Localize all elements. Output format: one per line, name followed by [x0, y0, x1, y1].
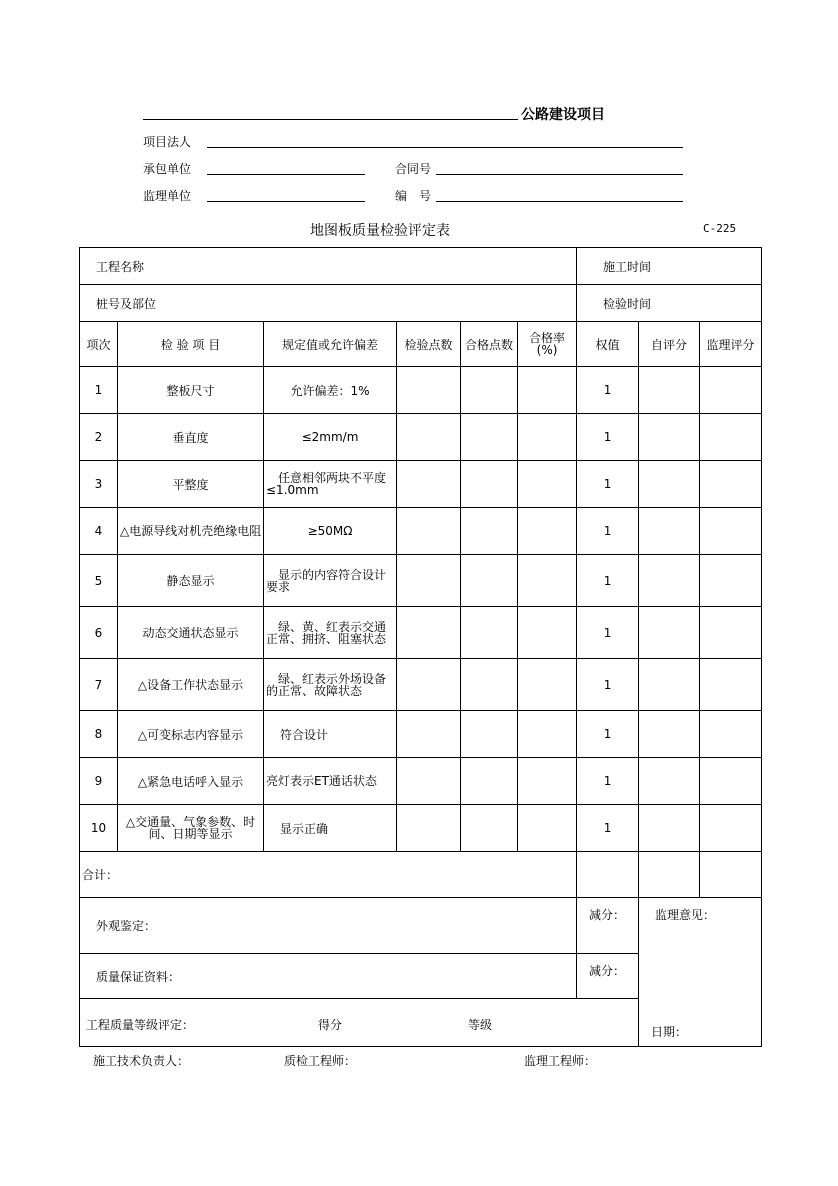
total-cell [80, 852, 577, 898]
deduct-label-2: 减分： [589, 964, 626, 978]
item-weight: 1 [577, 555, 639, 607]
table-row [80, 555, 762, 607]
contract-no-label: 合同号 [395, 162, 432, 176]
item-spec: ≥50MΩ [264, 508, 397, 555]
number-line [436, 201, 683, 202]
item-self-score[interactable] [639, 367, 700, 414]
col-supervision-score: 监理评分 [700, 322, 762, 367]
project-name-label: 工程名称 [96, 259, 145, 274]
total-weight[interactable] [577, 852, 639, 898]
item-supervision-score[interactable] [700, 711, 762, 758]
total-supervision-score[interactable] [700, 852, 762, 898]
item-pass-points[interactable] [461, 508, 518, 555]
item-weight: 1 [577, 508, 639, 555]
item-pass-points[interactable] [461, 461, 518, 508]
item-weight: 1 [577, 805, 639, 852]
item-weight: 1 [577, 659, 639, 711]
project-name-cell [80, 248, 577, 285]
item-name: △可变标志内容显示 [118, 711, 264, 758]
item-self-score[interactable] [639, 805, 700, 852]
construction-time-cell [577, 248, 762, 285]
col-points: 检验点数 [397, 322, 461, 367]
item-self-score[interactable] [639, 461, 700, 508]
col-pass-points: 合格点数 [461, 322, 518, 367]
item-pass-rate[interactable] [518, 367, 577, 414]
appearance-label: 外观鉴定： [96, 919, 157, 933]
item-supervision-score[interactable] [700, 758, 762, 805]
item-supervision-score[interactable] [700, 555, 762, 607]
deduct-label-1: 减分： [589, 908, 626, 922]
item-weight: 1 [577, 607, 639, 659]
item-points[interactable] [397, 711, 461, 758]
table-row [80, 367, 762, 414]
grade-eval-cell[interactable] [80, 999, 639, 1047]
supervision-opinion-cell[interactable] [639, 898, 762, 1047]
station-cell [80, 285, 577, 322]
item-pass-points[interactable] [461, 414, 518, 461]
item-pass-points[interactable] [461, 607, 518, 659]
item-no: 6 [80, 607, 118, 659]
item-no: 2 [80, 414, 118, 461]
item-name: 平整度 [118, 461, 264, 508]
column-header-row [80, 322, 762, 367]
construction-time-label: 施工时间 [603, 259, 652, 274]
item-supervision-score[interactable] [700, 367, 762, 414]
table-row [80, 659, 762, 711]
legal-person-label: 项目法人 [143, 135, 192, 149]
item-pass-points[interactable] [461, 659, 518, 711]
item-spec: 绿、黄、红表示交通正常、拥挤、阻塞状态 [264, 607, 397, 659]
inspection-time-label: 检验时间 [603, 296, 652, 311]
item-no: 10 [80, 805, 118, 852]
item-name: △电源导线对机壳绝缘电阻 [118, 508, 264, 555]
item-supervision-score[interactable] [700, 607, 762, 659]
item-self-score[interactable] [639, 711, 700, 758]
supervision-engineer-label: 监理工程师： [524, 1054, 597, 1068]
col-weight: 权值 [577, 322, 639, 367]
table-row [80, 805, 762, 852]
item-pass-rate[interactable] [518, 711, 577, 758]
quality-docs-cell[interactable] [80, 954, 577, 999]
item-name: 动态交通状态显示 [118, 607, 264, 659]
item-points[interactable] [397, 508, 461, 555]
item-pass-rate[interactable] [518, 659, 577, 711]
item-no: 7 [80, 659, 118, 711]
supervision-opinion-label: 监理意见： [655, 908, 716, 922]
item-spec: 绿、红表示外场设备的正常、故障状态 [264, 659, 397, 711]
col-pass-rate-line1: 合格率 [529, 331, 566, 345]
item-weight: 1 [577, 461, 639, 508]
total-self-score[interactable] [639, 852, 700, 898]
item-name: 静态显示 [118, 555, 264, 607]
item-pass-rate[interactable] [518, 461, 577, 508]
item-points[interactable] [397, 607, 461, 659]
total-row [80, 852, 762, 898]
number-label: 编 号 [395, 189, 432, 203]
item-pass-rate[interactable] [518, 555, 577, 607]
item-spec: 允许偏差：1% [264, 367, 397, 414]
item-name: 整板尺寸 [118, 367, 264, 414]
inspection-time-cell [577, 285, 762, 322]
deduct-cell-1[interactable] [577, 898, 639, 954]
item-self-score[interactable] [639, 659, 700, 711]
grade-label: 等级 [468, 1018, 493, 1032]
qc-engineer-label: 质检工程师： [284, 1054, 357, 1068]
station-label: 桩号及部位 [96, 296, 157, 311]
item-spec: ≤2mm/m [264, 414, 397, 461]
item-name: △设备工作状态显示 [118, 659, 264, 711]
item-self-score[interactable] [639, 414, 700, 461]
contract-no-line [436, 174, 683, 175]
item-pass-rate[interactable] [518, 805, 577, 852]
item-supervision-score[interactable] [700, 461, 762, 508]
item-self-score[interactable] [639, 508, 700, 555]
form-code: C-225 [703, 222, 737, 235]
tech-lead-label: 施工技术负责人： [93, 1054, 190, 1068]
item-weight: 1 [577, 414, 639, 461]
grade-eval-label: 工程质量等级评定： [86, 1018, 195, 1032]
form-title: 地图板质量检验评定表 [310, 223, 450, 239]
score-label: 得分 [318, 1018, 343, 1032]
item-pass-points[interactable] [461, 805, 518, 852]
col-pass-rate-line2: (%) [536, 343, 558, 357]
item-points[interactable] [397, 659, 461, 711]
col-item: 检 验 项 目 [118, 322, 264, 367]
date-label: 日期： [651, 1025, 688, 1039]
item-weight: 1 [577, 711, 639, 758]
appearance-cell[interactable] [80, 898, 577, 954]
item-no: 3 [80, 461, 118, 508]
table-row [80, 711, 762, 758]
appearance-row [80, 898, 762, 954]
contractor-line [207, 174, 365, 175]
item-name: △紧急电话呼入显示 [118, 758, 264, 805]
item-supervision-score[interactable] [700, 805, 762, 852]
item-pass-rate[interactable] [518, 758, 577, 805]
table-row [80, 461, 762, 508]
item-points[interactable] [397, 555, 461, 607]
item-points[interactable] [397, 805, 461, 852]
item-supervision-score[interactable] [700, 659, 762, 711]
item-self-score[interactable] [639, 555, 700, 607]
item-weight: 1 [577, 367, 639, 414]
deduct-cell-2[interactable] [577, 954, 639, 999]
item-self-score[interactable] [639, 758, 700, 805]
item-weight: 1 [577, 758, 639, 805]
item-spec: 符合设计 [264, 711, 397, 758]
table-row [80, 607, 762, 659]
item-no: 1 [80, 367, 118, 414]
item-no: 9 [80, 758, 118, 805]
item-pass-points[interactable] [461, 758, 518, 805]
item-supervision-score[interactable] [700, 508, 762, 555]
legal-person-line [207, 147, 683, 148]
total-label: 合计： [82, 868, 119, 882]
item-pass-points[interactable] [461, 711, 518, 758]
project-suffix: 公路建设项目 [521, 107, 605, 123]
item-points[interactable] [397, 758, 461, 805]
project-name-line [143, 119, 518, 120]
item-name: 垂直度 [118, 414, 264, 461]
item-pass-points[interactable] [461, 555, 518, 607]
item-points[interactable] [397, 367, 461, 414]
item-self-score[interactable] [639, 607, 700, 659]
contractor-label: 承包单位 [143, 162, 192, 176]
inspection-table [79, 247, 762, 1047]
item-no: 4 [80, 508, 118, 555]
col-pass-rate [518, 322, 577, 367]
item-spec: 任意相邻两块不平度≤1.0mm [264, 461, 397, 508]
item-no: 5 [80, 555, 118, 607]
table-row [80, 414, 762, 461]
col-spec: 规定值或允许偏差 [264, 322, 397, 367]
item-supervision-score[interactable] [700, 414, 762, 461]
item-points[interactable] [397, 414, 461, 461]
table-row [80, 508, 762, 555]
item-pass-rate[interactable] [518, 607, 577, 659]
supervisor-line [207, 201, 365, 202]
quality-docs-label: 质量保证资料： [96, 969, 181, 984]
col-index: 项次 [80, 322, 118, 367]
item-pass-rate[interactable] [518, 508, 577, 555]
item-spec: 亮灯表示ET通话状态 [264, 758, 397, 805]
item-spec: 显示的内容符合设计要求 [264, 555, 397, 607]
item-no: 8 [80, 711, 118, 758]
item-points[interactable] [397, 461, 461, 508]
table-row [80, 758, 762, 805]
item-pass-points[interactable] [461, 367, 518, 414]
col-self-score: 自评分 [639, 322, 700, 367]
item-spec: 显示正确 [264, 805, 397, 852]
item-pass-rate[interactable] [518, 414, 577, 461]
supervisor-label: 监理单位 [143, 189, 192, 203]
item-name: △交通量、气象参数、时间、日期等显示 [118, 805, 264, 852]
